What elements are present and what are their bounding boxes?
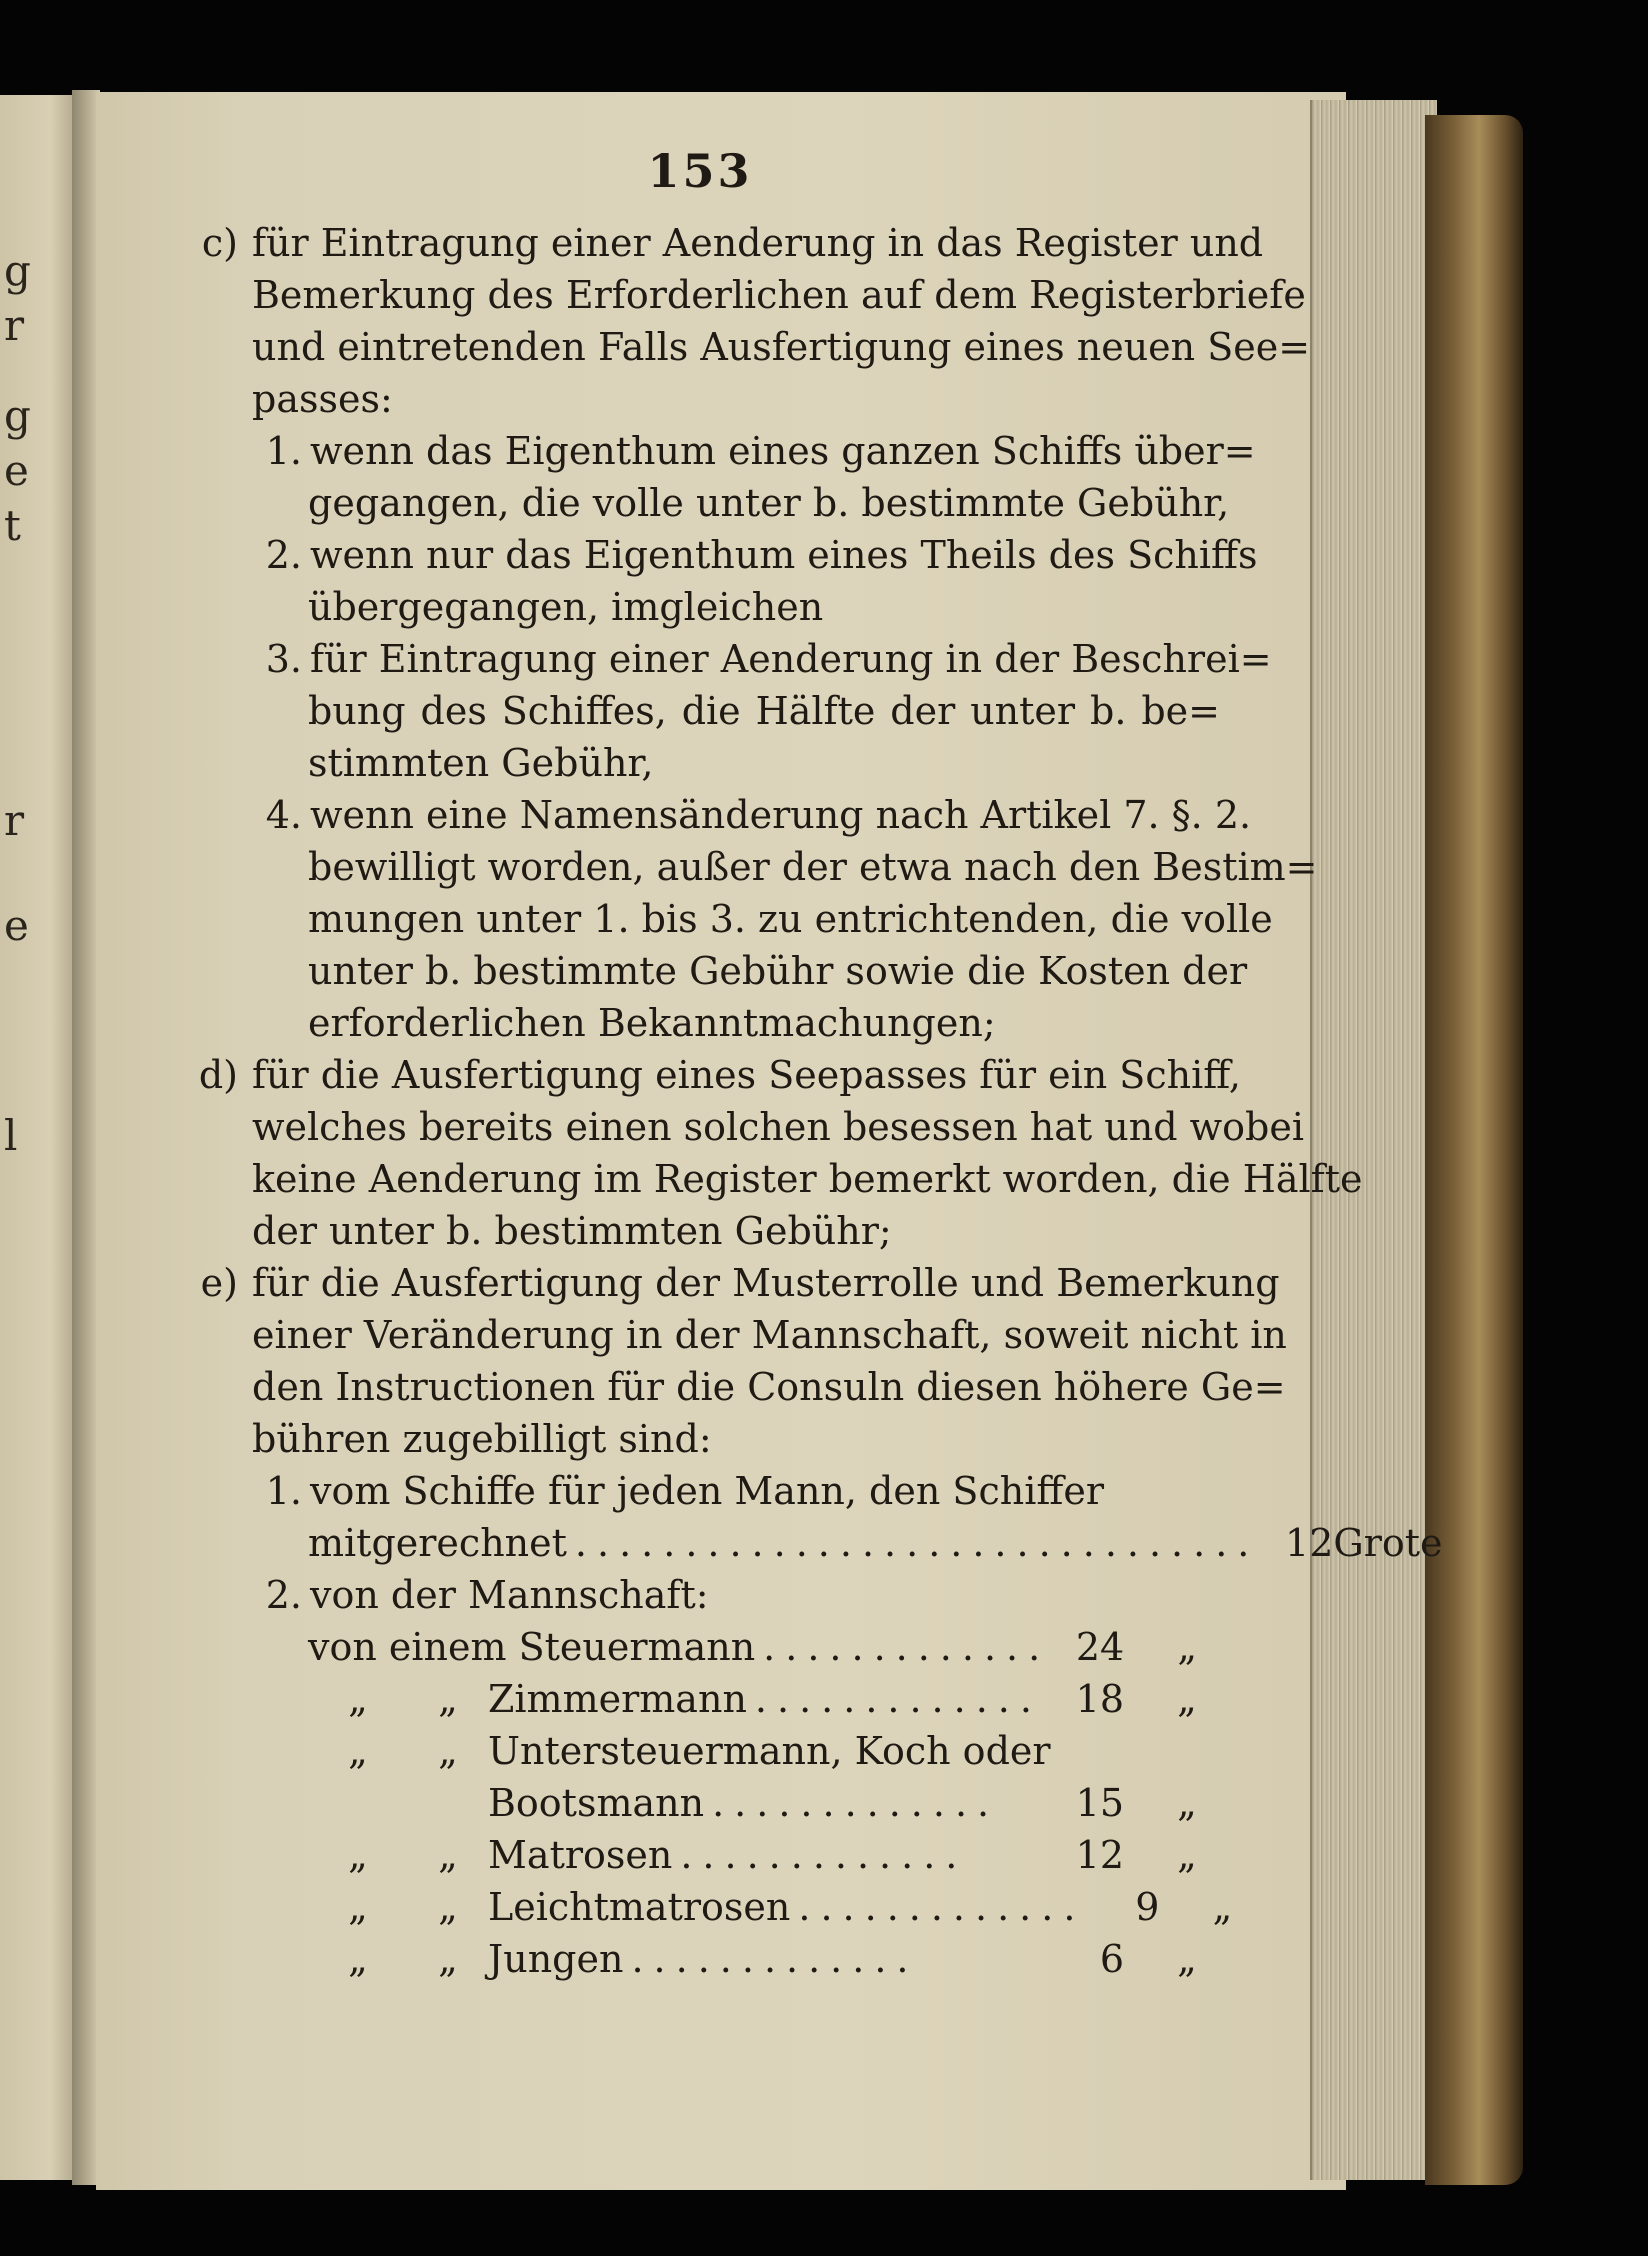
fee-unit-ditto: „: [1177, 1937, 1197, 1981]
ditto-mark: „: [438, 1677, 458, 1721]
subitem-line: [180, 1569, 1220, 1621]
subitem-line: [180, 893, 1273, 945]
subitem-number: 4.: [265, 793, 302, 837]
left-page-edge: [0, 95, 72, 2180]
subitem-number: 3.: [265, 637, 302, 681]
fee-amount: 12: [1075, 1833, 1124, 1877]
text-line: für die Ausfertigung der Musterrolle und Bemerkung: [252, 1261, 1280, 1305]
subitem-number: 1.: [265, 429, 302, 473]
item-e-line: [180, 1257, 1280, 1309]
ditto-mark: „: [348, 1677, 368, 1721]
text-line: und eintretenden Falls Ausfertigung eines neuen See=: [252, 325, 1311, 369]
ditto-mark: „: [438, 1885, 458, 1929]
fee-name: von einem Steuermann: [308, 1625, 756, 1669]
fee-name: mitgerechnet: [308, 1521, 567, 1565]
text-line: einer Veränderung in der Mannschaft, soweit nicht in: [252, 1313, 1287, 1357]
text-line: stimmten Gebühr,: [308, 741, 654, 785]
item-c-line: [180, 321, 1311, 373]
fee-row: [180, 1621, 1220, 1673]
page-edges: [1310, 100, 1437, 2180]
left-fragment: e: [4, 446, 29, 495]
text-line: für Eintragung einer Aenderung in das Register und: [252, 221, 1264, 265]
leader-dots: .............: [798, 1885, 1086, 1929]
text-line: passes:: [252, 377, 393, 421]
subitem-number: 2.: [265, 1573, 302, 1617]
text-line: für Eintragung einer Aenderung in der Beschrei=: [310, 637, 1272, 681]
item-e-line: [180, 1361, 1286, 1413]
text-line: unter b. bestimmte Gebühr sowie die Kosten der: [308, 949, 1248, 993]
ditto-mark: „: [438, 1729, 458, 1773]
ditto-mark: „: [348, 1885, 368, 1929]
subitem-line: [180, 529, 1258, 581]
text-line: erforderlichen Bekanntmachungen;: [308, 1001, 996, 1045]
fee-unit-ditto: „: [1177, 1781, 1197, 1825]
leader-dots: .............: [712, 1781, 1000, 1825]
fee-unit-ditto: „: [1177, 1625, 1198, 1669]
fee-name: Matrosen: [488, 1833, 673, 1877]
left-fragment: r: [4, 301, 25, 350]
text-line: der unter b. bestimmten Gebühr;: [252, 1209, 892, 1253]
fee-row: [180, 1881, 1233, 1933]
fee-name: Jungen: [488, 1937, 624, 1981]
ditto-mark: „: [348, 1833, 368, 1877]
text-line: bewilligt worden, außer der etwa nach den Bestim=: [308, 845, 1318, 889]
item-c-line: [180, 217, 1264, 269]
subitem-line: [180, 789, 1252, 841]
subitem-number: 1.: [265, 1469, 302, 1513]
text-line: bühren zugebilligt sind:: [252, 1417, 712, 1461]
page-content: [180, 144, 1443, 1985]
leader-dots: .............: [763, 1625, 1051, 1669]
item-c-line: [180, 269, 1306, 321]
text-line: wenn nur das Eigenthum eines Theils des Schiffs: [310, 533, 1258, 577]
text-line: übergegangen, imgleichen: [308, 585, 824, 629]
ditto-mark: „: [348, 1729, 368, 1773]
left-fragment: t: [4, 501, 21, 550]
fee-name: Untersteuermann, Koch oder: [488, 1729, 1051, 1773]
text-line: von der Mannschaft:: [310, 1573, 709, 1617]
item-d-line: [180, 1049, 1241, 1101]
text-line: wenn das Eigenthum eines ganzen Schiffs über=: [310, 429, 1256, 473]
fee-row: [180, 1777, 1220, 1829]
item-e-line: [180, 1309, 1287, 1361]
text-line: bung des Schiffes, die Hälfte der unter b. be=: [308, 689, 1220, 733]
item-d-line: [180, 1101, 1304, 1153]
item-label: c): [201, 221, 238, 265]
fee-amount: 6: [1099, 1937, 1124, 1981]
left-fragment: e: [4, 901, 29, 950]
leader-dots: ...............................: [574, 1521, 1260, 1565]
subitem-line: [180, 425, 1256, 477]
text-line: vom Schiffe für jeden Mann, den Schiffer: [310, 1469, 1105, 1513]
subitem-line: [180, 633, 1272, 685]
subitem-line: [180, 945, 1248, 997]
text-line: mungen unter 1. bis 3. zu entrichtenden, die volle: [308, 897, 1273, 941]
ditto-mark: „: [438, 1833, 458, 1877]
fee-row: [180, 1673, 1220, 1725]
fee-unit-ditto: „: [1177, 1833, 1197, 1877]
subitem-line: [180, 737, 1220, 789]
fee-name: Bootsmann: [488, 1781, 705, 1825]
leader-dots: .............: [680, 1833, 968, 1877]
text-line: für die Ausfertigung eines Seepasses für ein Schiff,: [252, 1053, 1241, 1097]
fee-unit-ditto: „: [1177, 1677, 1197, 1721]
text-line: wenn eine Namensänderung nach Artikel 7. §. 2.: [310, 793, 1252, 837]
fee-row: [180, 1517, 1443, 1569]
fee-amount: 12: [1285, 1521, 1334, 1565]
fee-unit-ditto: „: [1212, 1885, 1233, 1929]
book-cover: [1425, 115, 1523, 2185]
subitem-line: [180, 477, 1230, 529]
item-c-line: [180, 373, 1220, 425]
item-d-line: [180, 1205, 1220, 1257]
left-fragment: r: [4, 796, 25, 845]
subitem-line: [180, 1465, 1220, 1517]
page-number: 153: [647, 144, 753, 198]
fee-amount: 9: [1135, 1885, 1160, 1929]
text-line: Bemerkung des Erforderlichen auf dem Registerbriefe: [252, 273, 1306, 317]
item-e-line: [180, 1413, 1220, 1465]
fee-row: [180, 1829, 1220, 1881]
left-fragment: g: [4, 246, 31, 295]
fee-unit: Grote: [1333, 1521, 1443, 1565]
fee-row: [180, 1725, 1220, 1777]
ditto-mark: „: [348, 1937, 368, 1981]
subitem-line: [180, 841, 1318, 893]
fee-amount: 24: [1075, 1625, 1125, 1669]
left-fragment: l: [4, 1111, 18, 1160]
leader-dots: .............: [754, 1677, 1042, 1721]
fee-row: [180, 1933, 1220, 1985]
text-line: keine Aenderung im Register bemerkt worden, die Hälfte: [252, 1157, 1363, 1201]
subitem-number: 2.: [265, 533, 302, 577]
text-line: welches bereits einen solchen besessen hat und wobei: [252, 1105, 1304, 1149]
subitem-line: [180, 685, 1220, 737]
ditto-mark: „: [438, 1937, 458, 1981]
subitem-line: [180, 581, 1220, 633]
fee-name: Leichtmatrosen: [488, 1885, 791, 1929]
text-line: gegangen, die volle unter b. bestimmte Gebühr,: [308, 481, 1230, 525]
text-line: den Instructionen für die Consuln diesen höhere Ge=: [252, 1365, 1286, 1409]
item-label: d): [198, 1053, 238, 1097]
item-label: e): [200, 1261, 238, 1305]
subitem-line: [180, 997, 1220, 1049]
leader-dots: .............: [631, 1937, 919, 1981]
item-d-line: [180, 1153, 1363, 1205]
left-fragment: g: [4, 391, 31, 440]
fee-name: Zimmermann: [488, 1677, 747, 1721]
fee-amount: 15: [1075, 1781, 1124, 1825]
fee-amount: 18: [1075, 1677, 1124, 1721]
